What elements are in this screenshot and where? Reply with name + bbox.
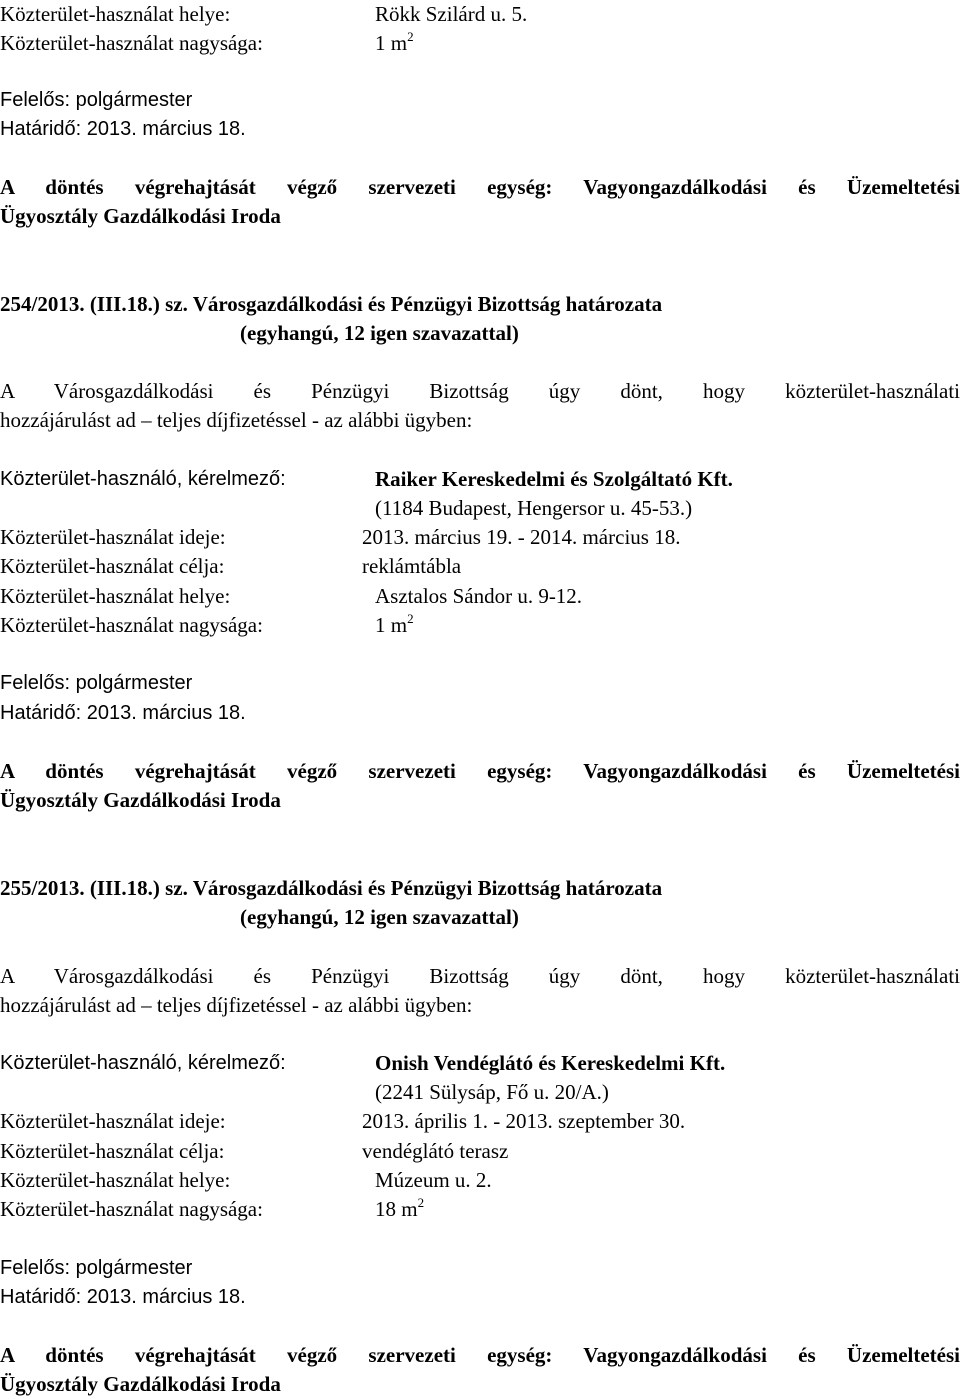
nagysaga-row xyxy=(0,611,960,640)
vegrehajto-line2: Ügyosztály Gazdálkodási Iroda xyxy=(0,1372,281,1396)
nagysaga-value xyxy=(375,1195,424,1224)
helye-value: Asztalos Sándor u. 9-12. xyxy=(375,584,583,608)
kerelmezo-address: (2241 Sülysáp, Fő u. 20/A.) xyxy=(375,1080,609,1104)
hatarido: Határidő: 2013. március 18. xyxy=(0,118,246,140)
nagysaga-number: 1 m xyxy=(375,31,408,55)
kerelmezo-address-row xyxy=(0,1078,960,1107)
nagysaga-superscript: 2 xyxy=(407,29,414,44)
helye-label: Közterület-használat helye: xyxy=(0,1168,231,1192)
nagysaga-superscript: 2 xyxy=(407,611,414,626)
hatarido: Határidő: 2013. március 18. xyxy=(0,1286,246,1308)
nagysaga-superscript: 2 xyxy=(417,1195,425,1210)
kerelmezo-address: (1184 Budapest, Hengersor u. 45-53.) xyxy=(375,496,693,520)
celja-label: Közterület-használat célja: xyxy=(0,1139,225,1163)
helye-row xyxy=(0,1166,960,1195)
nagysaga-row xyxy=(0,29,960,58)
ideje-label: Közterület-használat ideje: xyxy=(0,525,226,549)
helye-label: Közterület-használat helye: xyxy=(0,584,231,608)
ideje-row xyxy=(0,1107,960,1136)
felelos: Felelős: polgármester xyxy=(0,1257,193,1279)
decision-title: 254/2013. (III.18.) sz. Városgazdálkodási és Pénzügyi Bizottság határozata xyxy=(0,292,663,316)
hatarido: Határidő: 2013. március 18. xyxy=(0,702,246,724)
nagysaga-label: Közterület-használat nagysága: xyxy=(0,31,263,55)
ideje-value: 2013. március 19. - 2014. március 18. xyxy=(362,525,681,549)
celja-row xyxy=(0,1137,960,1166)
nagysaga-label: Közterület-használat nagysága: xyxy=(0,613,263,637)
kerelmezo-row xyxy=(0,1049,960,1078)
decision-body-line1: A Városgazdálkodási és Pénzügyi Bizottság úgy dönt, hogy közterület-használati xyxy=(0,379,960,403)
helye-value: Rökk Szilárd u. 5. xyxy=(375,2,528,26)
nagysaga-value xyxy=(375,611,414,640)
celja-label: Közterület-használat célja: xyxy=(0,554,225,578)
decision-body-line1: A Városgazdálkodási és Pénzügyi Bizottság úgy dönt, hogy közterület-használati xyxy=(0,964,960,988)
kerelmezo-label: Közterület-használó, kérelmező: xyxy=(0,468,286,490)
decision-body-line2: hozzájárulást ad – teljes díjfizetéssel - az alábbi ügyben: xyxy=(0,993,473,1017)
nagysaga-row xyxy=(0,1195,960,1224)
kerelmezo-value: Onish Vendéglátó és Kereskedelmi Kft. xyxy=(375,1051,726,1075)
vegrehajto-line1: A döntés végrehajtását végző szervezeti egység: Vagyongazdálkodási és Üzemeltetési xyxy=(0,175,960,199)
felelos: Felelős: polgármester xyxy=(0,672,193,694)
helye-value: Múzeum u. 2. xyxy=(375,1168,492,1192)
helye-row xyxy=(0,582,960,611)
nagysaga-value xyxy=(375,29,414,58)
vegrehajto-line1: A döntés végrehajtását végző szervezeti egység: Vagyongazdálkodási és Üzemeltetési xyxy=(0,759,960,783)
nagysaga-number: 1 m xyxy=(375,613,408,637)
ideje-label: Közterület-használat ideje: xyxy=(0,1109,226,1133)
helye-row xyxy=(0,0,960,29)
ideje-value: 2013. április 1. - 2013. szeptember 30. xyxy=(362,1109,686,1133)
decision-vote: (egyhangú, 12 igen szavazattal) xyxy=(240,321,519,345)
ideje-row xyxy=(0,523,960,552)
vegrehajto-line2: Ügyosztály Gazdálkodási Iroda xyxy=(0,204,281,228)
vegrehajto-line1: A döntés végrehajtását végző szervezeti egység: Vagyongazdálkodási és Üzemeltetési xyxy=(0,1343,960,1367)
vegrehajto-line2: Ügyosztály Gazdálkodási Iroda xyxy=(0,788,281,812)
celja-value: reklámtábla xyxy=(362,554,462,578)
felelos: Felelős: polgármester xyxy=(0,89,193,111)
decision-title: 255/2013. (III.18.) sz. Városgazdálkodási és Pénzügyi Bizottság határozata xyxy=(0,876,663,900)
celja-row xyxy=(0,552,960,581)
kerelmezo-row xyxy=(0,465,960,494)
celja-value: vendéglátó terasz xyxy=(362,1139,509,1163)
nagysaga-label: Közterület-használat nagysága: xyxy=(0,1197,263,1221)
helye-label: Közterület-használat helye: xyxy=(0,2,231,26)
nagysaga-number: 18 m xyxy=(375,1197,418,1221)
kerelmezo-value: Raiker Kereskedelmi és Szolgáltató Kft. xyxy=(375,467,733,491)
kerelmezo-label: Közterület-használó, kérelmező: xyxy=(0,1052,286,1074)
decision-vote: (egyhangú, 12 igen szavazattal) xyxy=(240,905,519,929)
kerelmezo-address-row xyxy=(0,494,960,523)
decision-body-line2: hozzájárulást ad – teljes díjfizetéssel - az alábbi ügyben: xyxy=(0,408,473,432)
